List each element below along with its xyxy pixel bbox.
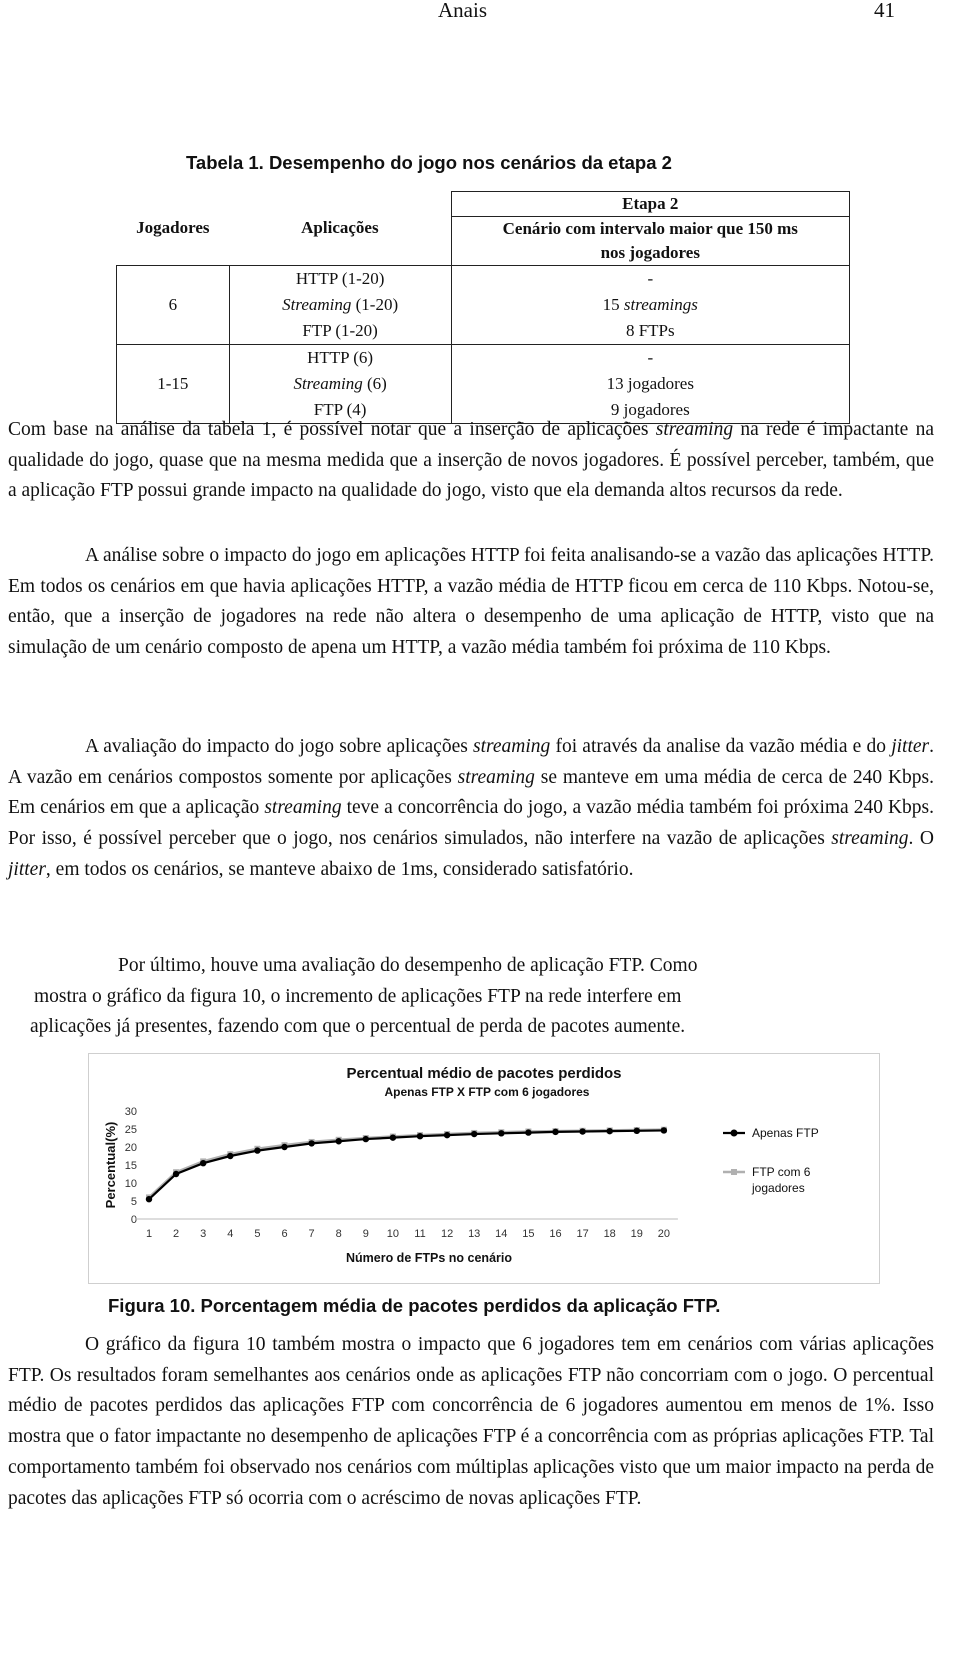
y-tick-label: 5 [130, 1196, 137, 1208]
table-row [117, 266, 850, 293]
x-tick-label: 17 [576, 1228, 589, 1240]
x-tick-label: 20 [657, 1228, 671, 1240]
data-point [363, 1136, 369, 1142]
cell-value: 9 jogadores [451, 397, 849, 424]
data-point [471, 1131, 477, 1137]
data-point [444, 1132, 450, 1138]
x-tick-label: 7 [308, 1228, 315, 1240]
cell-app: FTP (1-20) [229, 318, 451, 345]
data-point [661, 1127, 667, 1133]
data-point [146, 1196, 152, 1202]
app-rest: (1-20) [351, 295, 399, 314]
y-tick-label: 10 [124, 1178, 137, 1190]
x-tick-label: 18 [603, 1228, 616, 1240]
header-cenario-line2: nos jogadores [451, 241, 849, 266]
italic-term: streaming [655, 419, 734, 440]
text-run: Com base na análise da tabela 1, é possível notar que a inserção de aplicações [8, 419, 656, 440]
text-run: na rede é impactante na qualidade do jogo, quase que na mesma medida que a inserção de novos jogadores. É possível perceber, também, que a aplicação FTP possui grande impacto na qualidade do jogo, visto que ela demanda altos recursos da rede. [8, 419, 934, 502]
x-tick-label: 19 [630, 1228, 643, 1240]
app-italic: Streaming [293, 374, 363, 393]
paragraph-1 [8, 415, 934, 507]
data-point [498, 1130, 504, 1136]
figure-caption: Figura 10. Porcentagem média de pacotes perdidos da aplicação FTP. [108, 1295, 721, 1316]
y-tick-label: 20 [124, 1142, 137, 1154]
italic-term: streaming [831, 828, 909, 850]
paragraph-4-line: Por último, houve uma avaliação do desempenho de aplicação FTP. Como [118, 955, 698, 976]
cell-app: FTP (4) [229, 397, 451, 424]
x-tick-label: 8 [335, 1228, 342, 1240]
data-point [634, 1128, 640, 1134]
data-point [336, 1138, 342, 1144]
cell-value: - [451, 266, 849, 293]
paragraph-4-line: aplicações já presentes, fazendo com que o percentual de perda de pacotes aumente. [30, 1016, 686, 1037]
italic-term: jitter [891, 736, 930, 757]
y-tick-label: 25 [124, 1124, 137, 1136]
cell-jogadores: 1-15 [117, 345, 230, 424]
header-aplicacoes: Aplicações [301, 218, 379, 238]
x-tick-label: 1 [145, 1228, 153, 1240]
italic-term: streaming [473, 736, 551, 757]
text-run: . A vazão em cenários compostos somente por aplicações [8, 736, 934, 788]
header-cenario-line1: Cenário com intervalo maior que 150 ms [451, 217, 849, 242]
value-italic: streamings [623, 295, 698, 314]
cell-jogadores: 6 [117, 266, 230, 345]
table-row [117, 345, 850, 372]
data-point [607, 1128, 613, 1134]
x-tick-label: 9 [362, 1228, 369, 1240]
app-rest: (6) [362, 374, 387, 393]
cell-app: HTTP (1-20) [229, 266, 451, 293]
chart-subtitle: Apenas FTP X FTP com 6 jogadores [384, 1085, 590, 1099]
cell-app: HTTP (6) [229, 345, 451, 372]
cell-value: 8 FTPs [451, 318, 849, 345]
page-number: 41 [874, 0, 895, 22]
legend-marker-ftp-com-6-jogadores [731, 1169, 737, 1175]
cell-app [229, 371, 451, 397]
legend-label-ftp-com-6-jogadores: FTP com 6 jogadores [752, 1165, 811, 1195]
x-tick-label: 3 [200, 1228, 207, 1240]
text-run: se manteve em uma média de cerca de 240 Kbps. Em cenários em que a aplicação [8, 766, 934, 819]
data-point [200, 1160, 206, 1166]
figure-chart [88, 1053, 880, 1284]
text-run: teve a concorrência do jogo, a vazão média também foi próxima 240 Kbps. Por isso, é possível perceber que o jogo, nos cenários simulados, não interfere na vazão de aplicações [8, 797, 934, 850]
x-tick-label: 2 [173, 1228, 180, 1240]
data-point [173, 1171, 179, 1177]
y-tick-label: 15 [124, 1160, 137, 1172]
y-axis-label: Percentual(%) [103, 1121, 118, 1209]
series-line-ftp-com-6-jogadores [149, 1130, 664, 1198]
value-pre: 15 [602, 295, 624, 314]
paragraph-3 [8, 732, 934, 886]
x-tick-label: 4 [227, 1228, 234, 1240]
paragraph-4-line: mostra o gráfico da figura 10, o incremento de aplicações FTP na rede interfere em [34, 985, 682, 1007]
data-point [308, 1140, 314, 1146]
data-point [552, 1129, 558, 1135]
y-tick-label: 30 [124, 1106, 137, 1118]
data-point [579, 1128, 585, 1134]
cell-value: 13 jogadores [451, 371, 849, 397]
text-run: , em todos os cenários, se manteve abaixo de 1ms, considerado satisfatório. [45, 858, 634, 880]
data-point [417, 1133, 423, 1139]
line-chart [89, 1054, 879, 1283]
italic-term: streaming [457, 766, 535, 788]
table-caption: Tabela 1. Desempenho do jogo nos cenários da etapa 2 [186, 152, 672, 173]
x-tick-label: 6 [281, 1228, 288, 1240]
text-run: A análise sobre o impacto do jogo em aplicações HTTP foi feita analisando-se a vazão das aplicações HTTP. Em todos os cenários em que havia aplicações HTTP, a vazão média de HTTP ficou em cerca de 110 Kbps. Notou-se, então, que a inserção de jogadores na rede não altera o desempenho de uma aplicação de HTTP, visto que na simulação de um cenário composto de apena um HTTP, a vazão média também foi próxima de 110 Kbps. [8, 545, 934, 659]
data-point [390, 1134, 396, 1140]
cell-value [451, 292, 849, 318]
running-header: Anais [438, 0, 487, 22]
x-tick-label: 14 [495, 1228, 508, 1240]
legend-marker-apenas-ftp [731, 1130, 738, 1137]
header-jogadores: Jogadores [136, 218, 210, 238]
y-tick-label: 0 [130, 1214, 137, 1226]
paragraph-2 [8, 541, 934, 664]
series-line-apenas-ftp [149, 1130, 664, 1199]
x-axis-label: Número de FTPs no cenário [345, 1251, 513, 1265]
legend-label-apenas-ftp: Apenas FTP [752, 1126, 819, 1140]
x-tick-label: 12 [440, 1228, 454, 1240]
text-run: foi através da analise da vazão média e do [550, 736, 892, 757]
results-table [116, 191, 850, 424]
x-tick-label: 16 [549, 1228, 562, 1240]
x-tick-label: 10 [386, 1228, 400, 1240]
data-point [281, 1144, 287, 1150]
data-point [227, 1153, 233, 1159]
x-tick-label: 5 [254, 1228, 261, 1240]
x-tick-label: 13 [468, 1228, 481, 1240]
chart-title: Percentual médio de pacotes perdidos [346, 1065, 622, 1082]
header-etapa: Etapa 2 [451, 192, 849, 217]
text-run: O gráfico da figura 10 também mostra o impacto que 6 jogadores tem em cenários com várias aplicações FTP. Os resultados foram semelhantes aos cenários onde as aplicações FTP não concorriam com o jogo. O percentual médio de pacotes perdidos das aplicações FTP com concorrência de 6 jogadores aumentou em menos de 1%. Isso mostra que o fator impactante no desempenho de aplicações FTP é a concorrência com as próprias aplicações FTP. Tal comportamento também foi observado nos cenários com múltiplas aplicações visto que um maior impacto na perda de pacotes das aplicações FTP só ocorria com o acréscimo de novas aplicações FTP. [8, 1334, 934, 1509]
text-run: . O [908, 828, 934, 850]
paragraph-4 [0, 951, 960, 1043]
paragraph-5 [8, 1330, 934, 1514]
data-point [254, 1147, 260, 1153]
text-run: A avaliação do impacto do jogo sobre aplicações [85, 736, 473, 757]
data-point [525, 1129, 531, 1135]
cell-app [229, 292, 451, 318]
italic-term: jitter [8, 858, 46, 880]
x-tick-label: 15 [522, 1228, 535, 1240]
cell-value: - [451, 345, 849, 372]
app-italic: Streaming [282, 295, 352, 314]
x-tick-label: 11 [414, 1228, 426, 1240]
italic-term: streaming [264, 797, 342, 819]
